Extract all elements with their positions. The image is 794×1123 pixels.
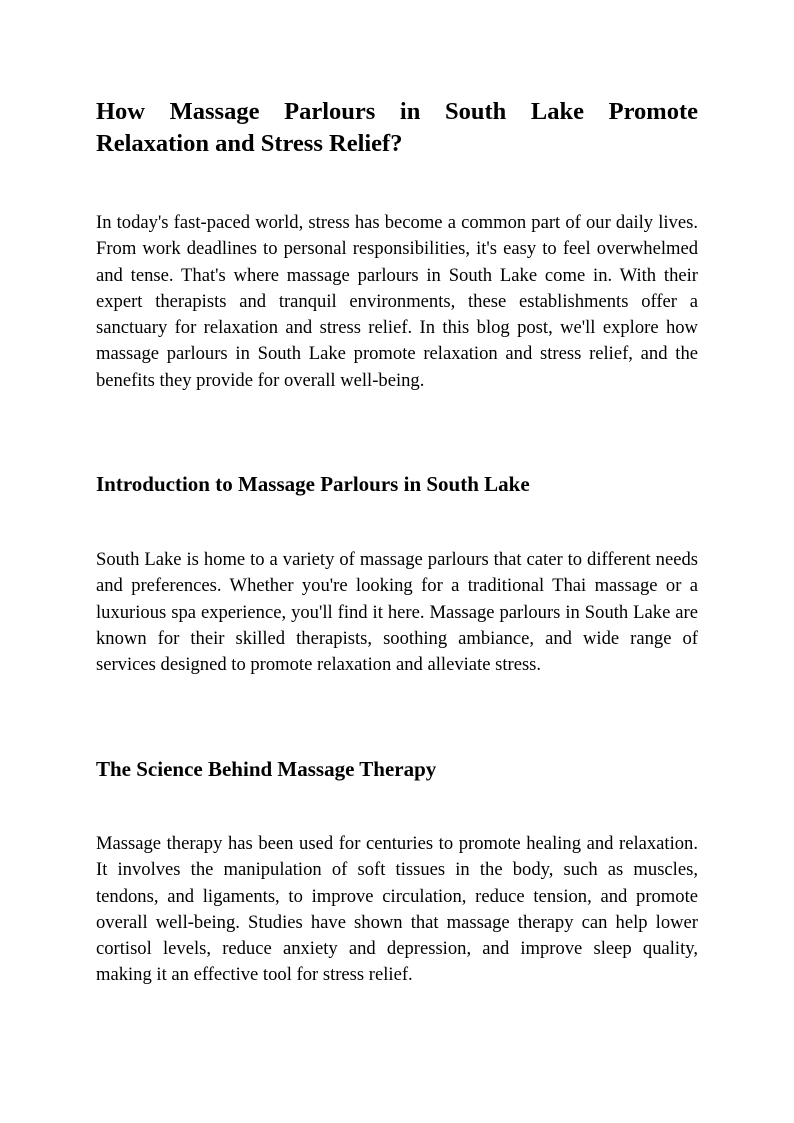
- section-body-introduction: South Lake is home to a variety of massage parlours that cater to different needs and preferences. Whether you're looking for a traditional Thai massage or a luxurious spa experience, you'll find it here. Massage parlours in South Lake are known for their skilled therapists, soothing ambiance, and wide range of services designed to promote relaxation and alleviate stress.: [96, 549, 698, 676]
- section-body-science: Massage therapy has been used for centuries to promote healing and relaxation. It involves the manipulation of soft tissues in the body, such as muscles, tendons, and ligaments, to improve circulation, reduce tension, and promote overall well-being. Studies have shown that massage therapy can help lower cortisol levels, reduce anxiety and depression, and improve sleep quality, making it an effective tool for stress relief.: [96, 833, 698, 986]
- intro-paragraph: In today's fast-paced world, stress has become a common part of our daily lives. From work deadlines to personal responsibilities, it's easy to feel overwhelmed and tense. That's where massage parlours in South Lake come in. With their expert therapists and tranquil environments, these establishments offer a sanctuary for relaxation and stress relief. In this blog post, we'll explore how massage parlours in South Lake promote relaxation and stress relief, and the benefits they provide for overall well-being.: [96, 212, 698, 391]
- section-heading-science: The Science Behind Massage Therapy: [96, 757, 437, 781]
- section-heading-introduction: Introduction to Massage Parlours in South Lake: [96, 472, 530, 496]
- document-title: How Massage Parlours in South Lake Promote Relaxation and Stress Relief?: [96, 98, 698, 157]
